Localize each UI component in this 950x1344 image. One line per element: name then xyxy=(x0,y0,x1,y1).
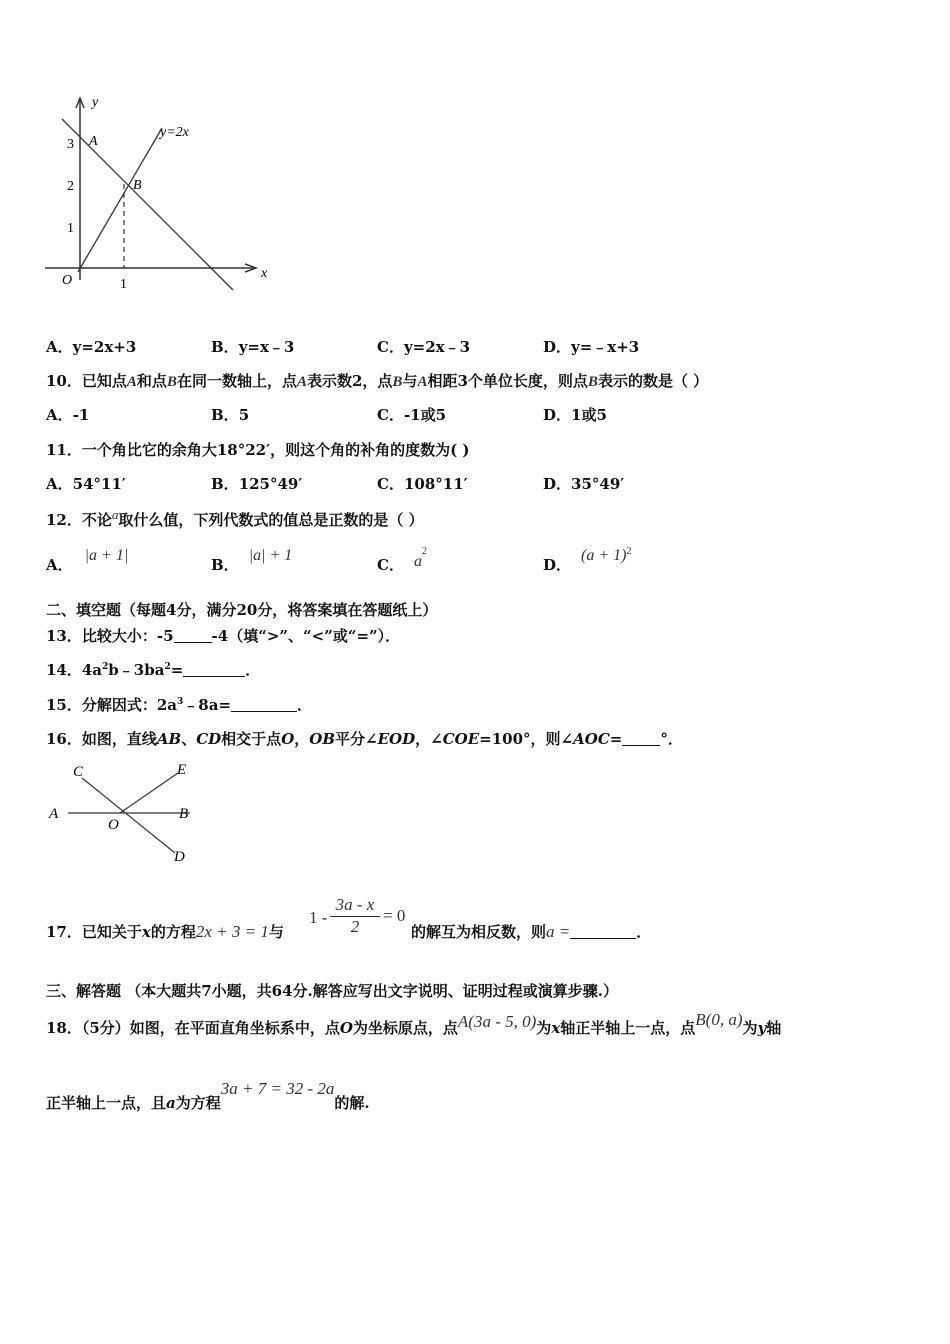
line-label: y=2x xyxy=(160,125,189,140)
question-15: 15．分解因式：$2a^3﹣8a=$ ． xyxy=(46,696,313,714)
x-axis-label: x xyxy=(261,266,268,281)
eq2-tail: = 0 xyxy=(383,906,406,925)
answer-blank[interactable] xyxy=(183,662,245,677)
label-o: O xyxy=(108,817,119,833)
eq2-fraction xyxy=(330,895,380,937)
eq2-denominator: 2 xyxy=(350,917,360,936)
q10-option-b: B．5 xyxy=(211,406,250,424)
label-d: D xyxy=(174,849,185,865)
q11-option-c: C．108°11′ xyxy=(377,475,468,493)
q9-option-a: A．y=2x+3 xyxy=(46,338,137,356)
question-16: 16．如图，直线AB、CD相交于点O，OB平分∠EOD，∠COE=100°，则∠AOC= °． xyxy=(46,730,683,748)
coordinate-graph xyxy=(40,90,285,315)
question-18-line-1: 18．（5分）如图，在平面直角坐标系中，点O为坐标原点，点A(3a - 5, 0)为x轴正半轴上一点，点B(0, a)为y轴 xyxy=(46,1010,782,1037)
q10-option-a: A．-1 xyxy=(46,406,90,424)
q12-option-a: A．|a + 1| xyxy=(46,547,129,574)
answer-blank[interactable] xyxy=(174,628,212,643)
y-axis-label: y xyxy=(92,95,99,110)
eq2-lead: 1 - xyxy=(309,908,328,927)
origin-label: O xyxy=(62,273,73,288)
question-12: 12．不论$^a$取什么值，下列代数式的值总是正数的是（ ） xyxy=(46,507,424,529)
tick-y-3: 3 xyxy=(67,137,74,152)
label-c: C xyxy=(73,764,84,780)
eq2-numerator: 3a - x xyxy=(330,895,380,917)
answer-blank[interactable] xyxy=(231,697,297,712)
line-ab xyxy=(62,119,233,290)
tick-y-2: 2 xyxy=(67,179,74,194)
label-e: E xyxy=(177,762,187,778)
section-3-title: 三、解答题 （本大题共7小题，共64分.解答应写出文字说明、证明过程或演算步骤.） xyxy=(46,982,618,1000)
q11-option-a: A．54°11′ xyxy=(46,475,126,493)
q11-option-b: B．125°49′ xyxy=(211,475,303,493)
tick-y-1: 1 xyxy=(67,221,74,236)
q12-option-c: C． $a^2$ xyxy=(377,546,427,574)
q9-option-d: D．y=﹣x+3 xyxy=(543,338,640,356)
point-a-label: A xyxy=(89,134,98,149)
question-17: 17．已知关于x的方程2x + 3 = 1与 xyxy=(46,922,284,941)
question-13: 13．比较大小：-5 -4（填“>”、“<”或“=”）． xyxy=(46,627,401,645)
question-11: 11．一个角比它的余角大18°22′，则这个角的补角的度数为( ) xyxy=(46,441,470,459)
question-17-end: 的解互为相反数，则a = ． xyxy=(411,922,652,941)
answer-blank[interactable] xyxy=(622,731,660,746)
q12-option-d: D．$(a + 1)^2$ xyxy=(543,546,632,574)
label-a: A xyxy=(49,806,59,822)
line-y-2x xyxy=(78,128,162,272)
angle-figure xyxy=(40,755,210,870)
q9-option-c: C．y=2x﹣3 xyxy=(377,338,471,356)
answer-blank[interactable] xyxy=(570,924,636,939)
q11-option-d: D．35°49′ xyxy=(543,475,625,493)
q10-option-c: C．-1或5 xyxy=(377,406,447,424)
point-b-label: B xyxy=(133,178,142,193)
q10-option-d: D．1或5 xyxy=(543,406,607,424)
section-2-title: 二、填空题（每题4分，满分20分，将答案填在答题纸上） xyxy=(46,601,438,619)
q9-option-b: B．y=x﹣3 xyxy=(211,338,295,356)
question-10: 10．已知点A和点B在同一数轴上，点A表示数2，点B与A相距3个单位长度，则点B表示的数是（ ） xyxy=(46,372,709,390)
question-18-line-2: 正半轴上一点，且a为方程3a + 7 = 32 - 2a的解. xyxy=(46,1079,370,1112)
label-b: B xyxy=(179,806,189,822)
q12-option-b: B．|a| + 1 xyxy=(211,547,293,574)
tick-x-1: 1 xyxy=(120,277,127,292)
question-14: 14．$4a^2b﹣3ba^2=$ ． xyxy=(46,661,261,679)
